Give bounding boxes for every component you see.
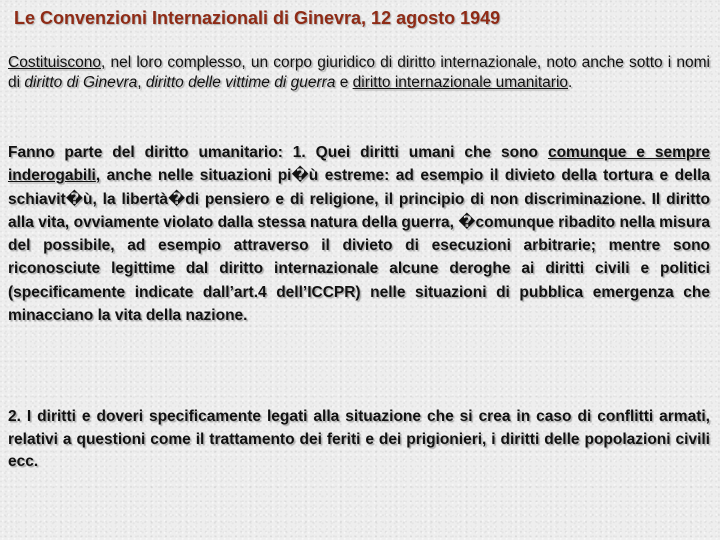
slide-title: Le Convenzioni Internazionali di Ginevra, 12 agosto 1949 (14, 8, 501, 28)
term-diritto-internazionale-umanitario: diritto internazionale umanitario (352, 74, 569, 91)
paragraph1-underlined-phrase: comunque e sempre inderogabili (8, 144, 710, 185)
paragraph1-rest: , anche nelle situazioni pi�ù estreme: ad esempio il divieto della tortura e della schiavit�ù, la libertà�di pensiero e di religione, il principio di non discriminazione. Il diritto alla vita, ovviamente violato dalla stessa natura della guerra, �comunque ribadito nella misura del possibile, ad esempio attraverso il divieto di esecuzioni arbitrarie; mentre sono riconosciute legittime dal diritto internazionale alcune deroghe ai diritti civili e politici (specificamente indicate dall’art.4 dell’ICCPR) nelle situazioni di pubblica emergenza che minacciano la vita della nazione. (8, 167, 710, 325)
term-diritto-vittime-guerra: diritto delle vittime di guerra (145, 74, 336, 91)
intro-conjunction: e (335, 74, 353, 91)
paragraph-conflitti-armati: 2. I diritti e doveri specificamente legati alla situazione che si crea in caso di conflitti armati, relativi a questioni come il trattamento dei feriti e dei prigionieri, i diritti delle popolazioni civili ecc. (8, 408, 710, 470)
intro-term-costituiscono: Costituiscono (8, 54, 102, 71)
intro-paragraph (8, 53, 710, 93)
intro-separator: , (137, 74, 146, 91)
intro-period: . (568, 74, 573, 91)
paragraph-diritti-umani (8, 141, 710, 327)
intro-text: , nel loro complesso, un corpo giuridico di diritto internazionale, noto anche sotto i nomi di (8, 54, 710, 91)
paragraph1-lead: Fanno parte del diritto umanitario: 1. Quei diritti umani che sono (8, 144, 548, 161)
term-diritto-di-ginevra: diritto di Ginevra (24, 74, 138, 91)
